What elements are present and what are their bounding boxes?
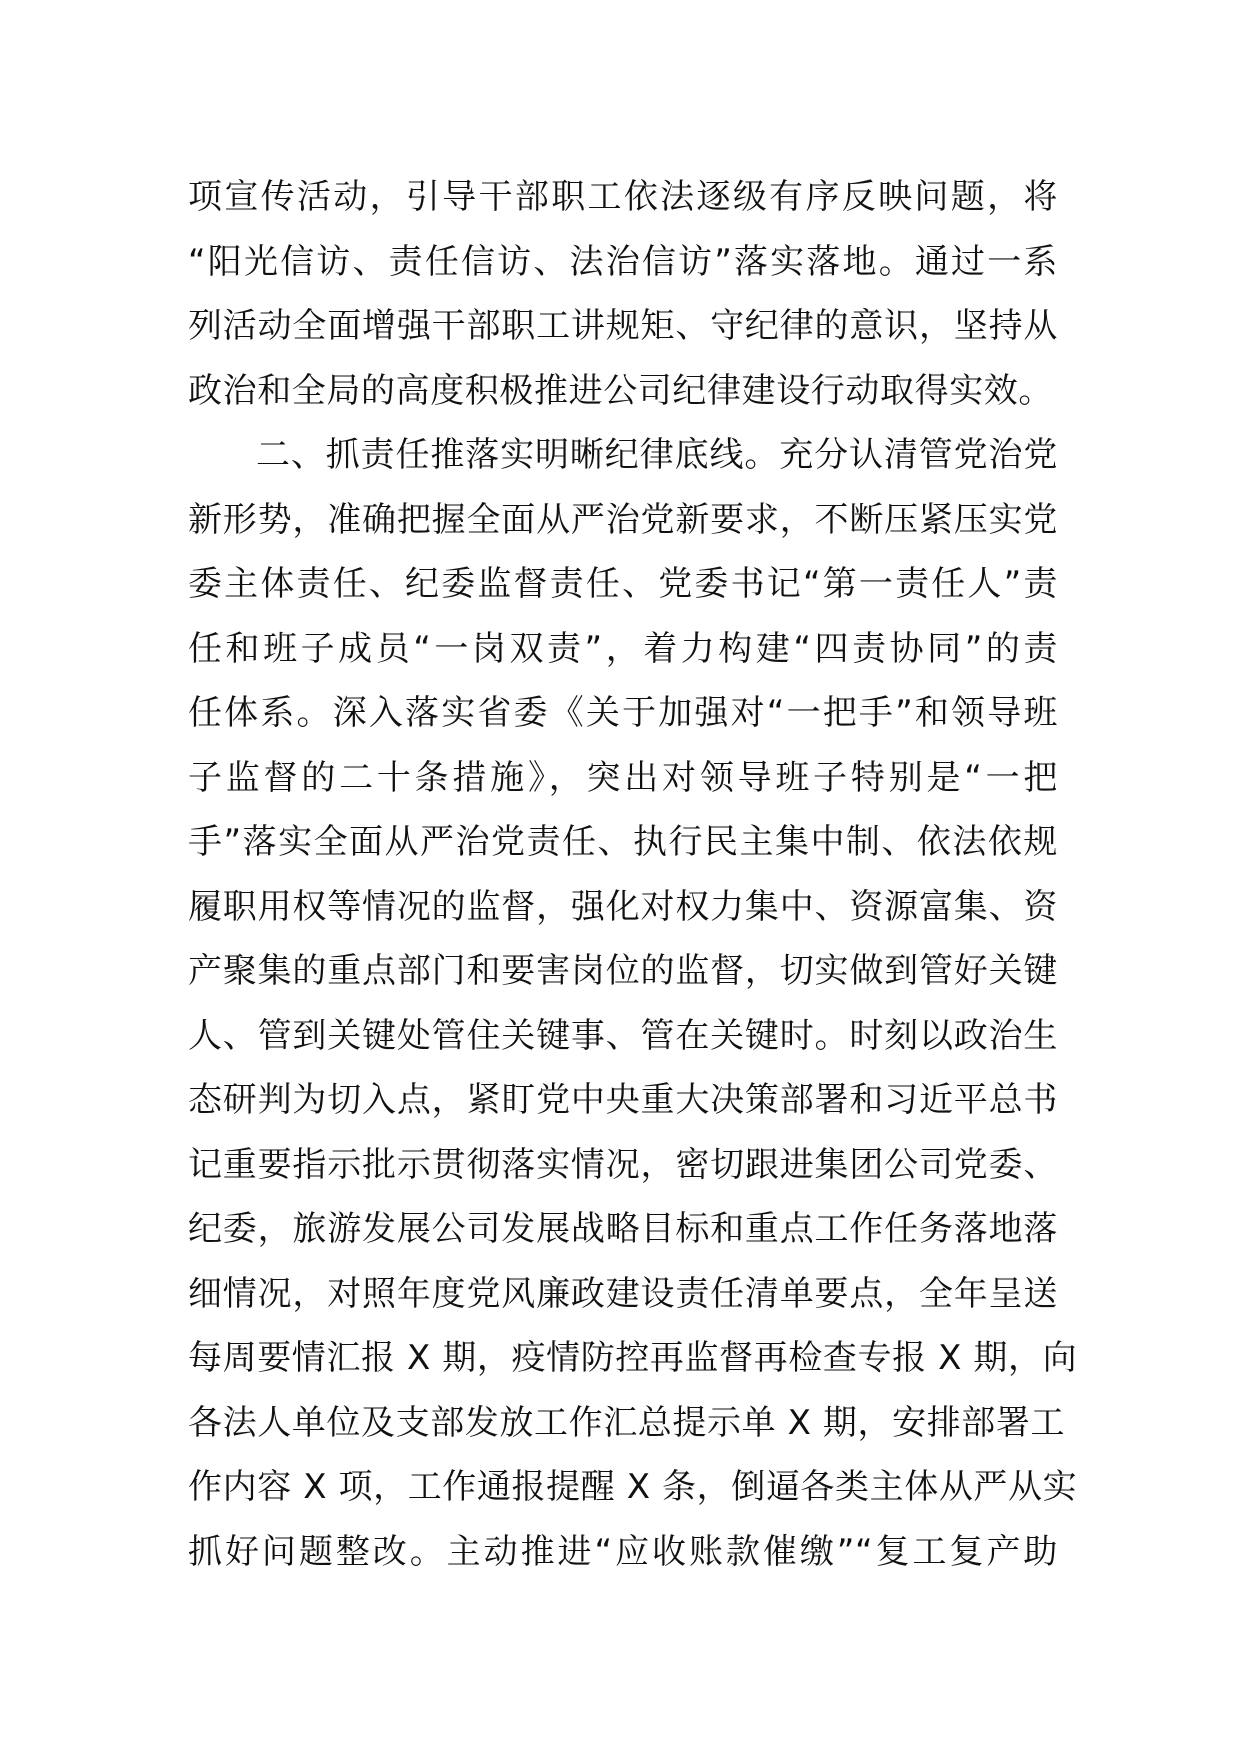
text-line-13: 产聚集的重点部门和要害岗位的监督，切实做到管好关键 <box>188 951 1058 991</box>
text-line-10: 子监督的二十条措施》，突出对领导班子特别是“一把 <box>188 757 1058 798</box>
text-line-4: 政治和全局的高度积极推进公司纪律建设行动取得实效。 <box>188 370 1053 411</box>
text-line-14: 人、管到关键处管住关键事、管在关键时。时刻以政治生 <box>188 1015 1058 1056</box>
text-line-21: 作内容 X 项，工作通报提醒 X 条，倒逼各类主体从严从实 <box>188 1467 1078 1507</box>
body-text <box>188 165 1078 1584</box>
text-line-3: 列活动全面增强干部职工讲规矩、守纪律的意识，坚持从 <box>188 306 1058 346</box>
section-heading-line: 二、抓责任推落实明晰纪律底线。充分认清管党治党 <box>256 435 1058 475</box>
text-line-8: 任和班子成员“一岗双责”，着力构建“四责协同”的责 <box>188 628 1058 669</box>
text-line-2: “阳光信访、责任信访、法治信访”落实落地。通过一系 <box>188 241 1058 282</box>
text-line-17: 纪委，旅游发展公司发展战略目标和重点工作任务落地落 <box>188 1209 1058 1249</box>
text-line-15: 态研判为切入点，紧盯党中央重大决策部署和习近平总书 <box>188 1080 1058 1120</box>
text-line-9: 任体系。深入落实省委《关于加强对“一把手”和领导班 <box>188 693 1058 733</box>
text-line-22: 抓好问题整改。主动推进“应收账款催缴”“复工复产助 <box>188 1531 1058 1572</box>
text-line-11: 手”落实全面从严治党责任、执行民主集中制、依法依规 <box>188 822 1058 862</box>
text-line-6: 新形势，准确把握全面从严治党新要求，不断压紧压实党 <box>188 499 1058 540</box>
text-line-7: 委主体责任、纪委监督责任、党委书记“第一责任人”责 <box>188 564 1058 604</box>
text-line-18: 细情况，对照年度党风廉政建设责任清单要点，全年呈送 <box>188 1273 1058 1314</box>
text-line-16: 记重要指示批示贯彻落实情况，密切跟进集团公司党委、 <box>188 1144 1058 1185</box>
text-line-1: 项宣传活动，引导干部职工依法逐级有序反映问题，将 <box>188 177 1058 217</box>
text-line-12: 履职用权等情况的监督，强化对权力集中、资源富集、资 <box>188 886 1058 927</box>
text-line-19: 每周要情汇报 X 期，疫情防控再监督再检查专报 X 期，向 <box>188 1338 1078 1378</box>
text-line-20: 各法人单位及支部发放工作汇总提示单 X 期，安排部署工 <box>188 1402 1066 1443</box>
